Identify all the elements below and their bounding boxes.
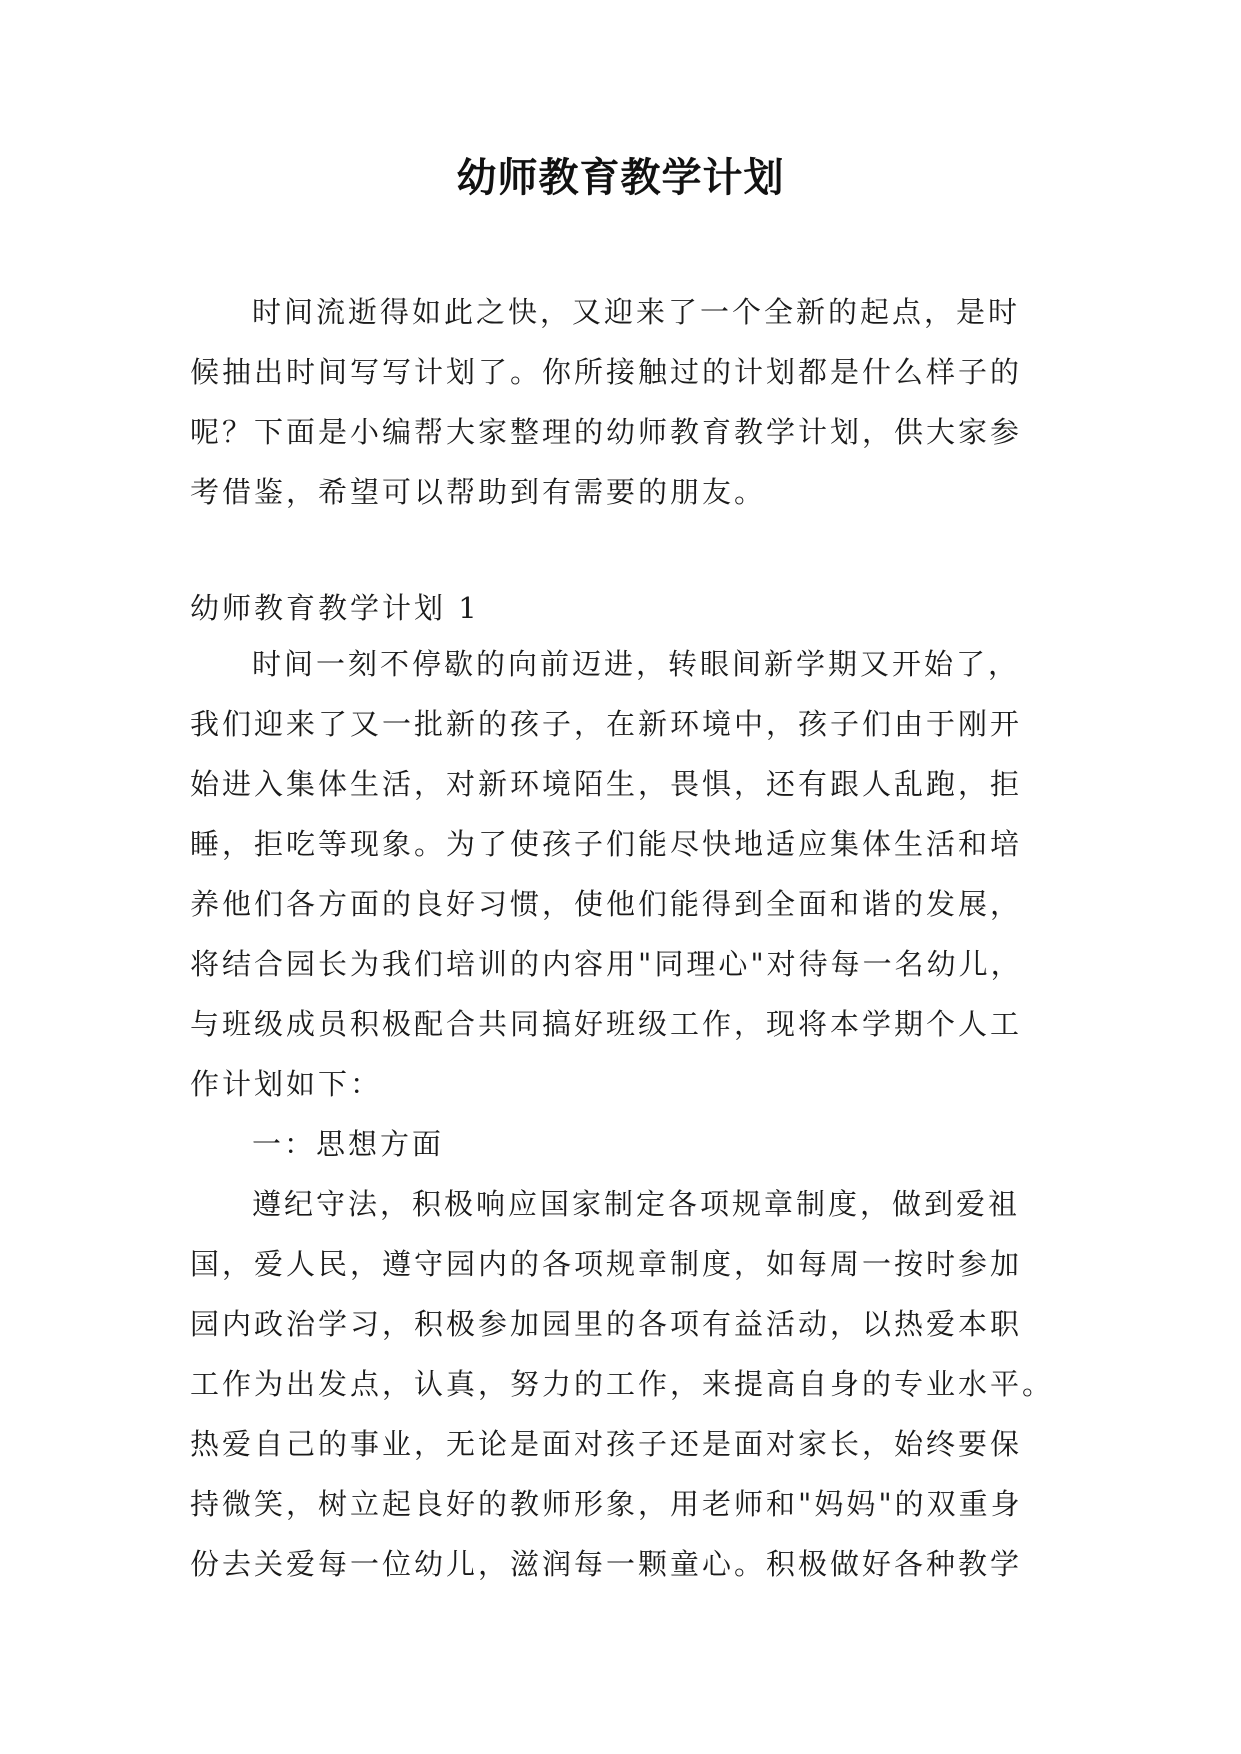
paragraph-line: 将结合园长为我们培训的内容用"同理心"对待每一名幼儿， [190,947,1023,981]
paragraph-line: 我们迎来了又一批新的孩子，在新环境中，孩子们由于刚开 [190,707,1023,741]
section-heading: 幼师教育教学计划 1 [190,591,480,625]
intro-line: 考借鉴，希望可以帮助到有需要的朋友。 [190,475,767,509]
document-title: 幼师教育教学计划 [456,155,785,201]
paragraph-line: 始进入集体生活，对新环境陌生，畏惧，还有跟人乱跑，拒 [190,767,1023,801]
paragraph-line: 睡，拒吃等现象。为了使孩子们能尽快地适应集体生活和培 [190,827,1023,861]
paragraph [190,634,1060,1114]
paragraph [190,1174,1060,1594]
paragraph-line: 与班级成员积极配合共同搞好班级工作，现将本学期个人工 [190,1007,1023,1041]
paragraph-line: 热爱自己的事业，无论是面对孩子还是面对家长，始终要保 [190,1427,1023,1461]
paragraph-line: 作计划如下： [190,1067,383,1101]
paragraph-line: 遵纪守法，积极响应国家制定各项规章制度，做到爱祖 [252,1187,1021,1221]
paragraph-line: 持微笑，树立起良好的教师形象，用老师和"妈妈"的双重身 [190,1487,1023,1521]
section-body [190,634,1060,1594]
paragraph-line: 国，爱人民，遵守园内的各项规章制度，如每周一按时参加 [190,1247,1023,1281]
intro-paragraph [190,282,1060,522]
paragraph-line: 时间一刻不停歇的向前迈进，转眼间新学期又开始了， [252,647,1021,681]
paragraph-line: 工作为出发点，认真，努力的工作，来提高自身的专业水平。 [190,1367,1055,1401]
intro-line: 候抽出时间写写计划了。你所接触过的计划都是什么样子的 [190,355,1023,389]
paragraph-line: 养他们各方面的良好习惯，使他们能得到全面和谐的发展， [190,887,1023,921]
subheading: 一：思想方面 [252,1127,445,1161]
paragraph-line: 园内政治学习，积极参加园里的各项有益活动，以热爱本职 [190,1307,1023,1341]
intro-line: 呢？下面是小编帮大家整理的幼师教育教学计划，供大家参 [190,415,1023,449]
paragraph-line: 份去关爱每一位幼儿，滋润每一颗童心。积极做好各种教学 [190,1547,1023,1581]
intro-line: 时间流逝得如此之快，又迎来了一个全新的起点，是时 [252,295,1021,329]
